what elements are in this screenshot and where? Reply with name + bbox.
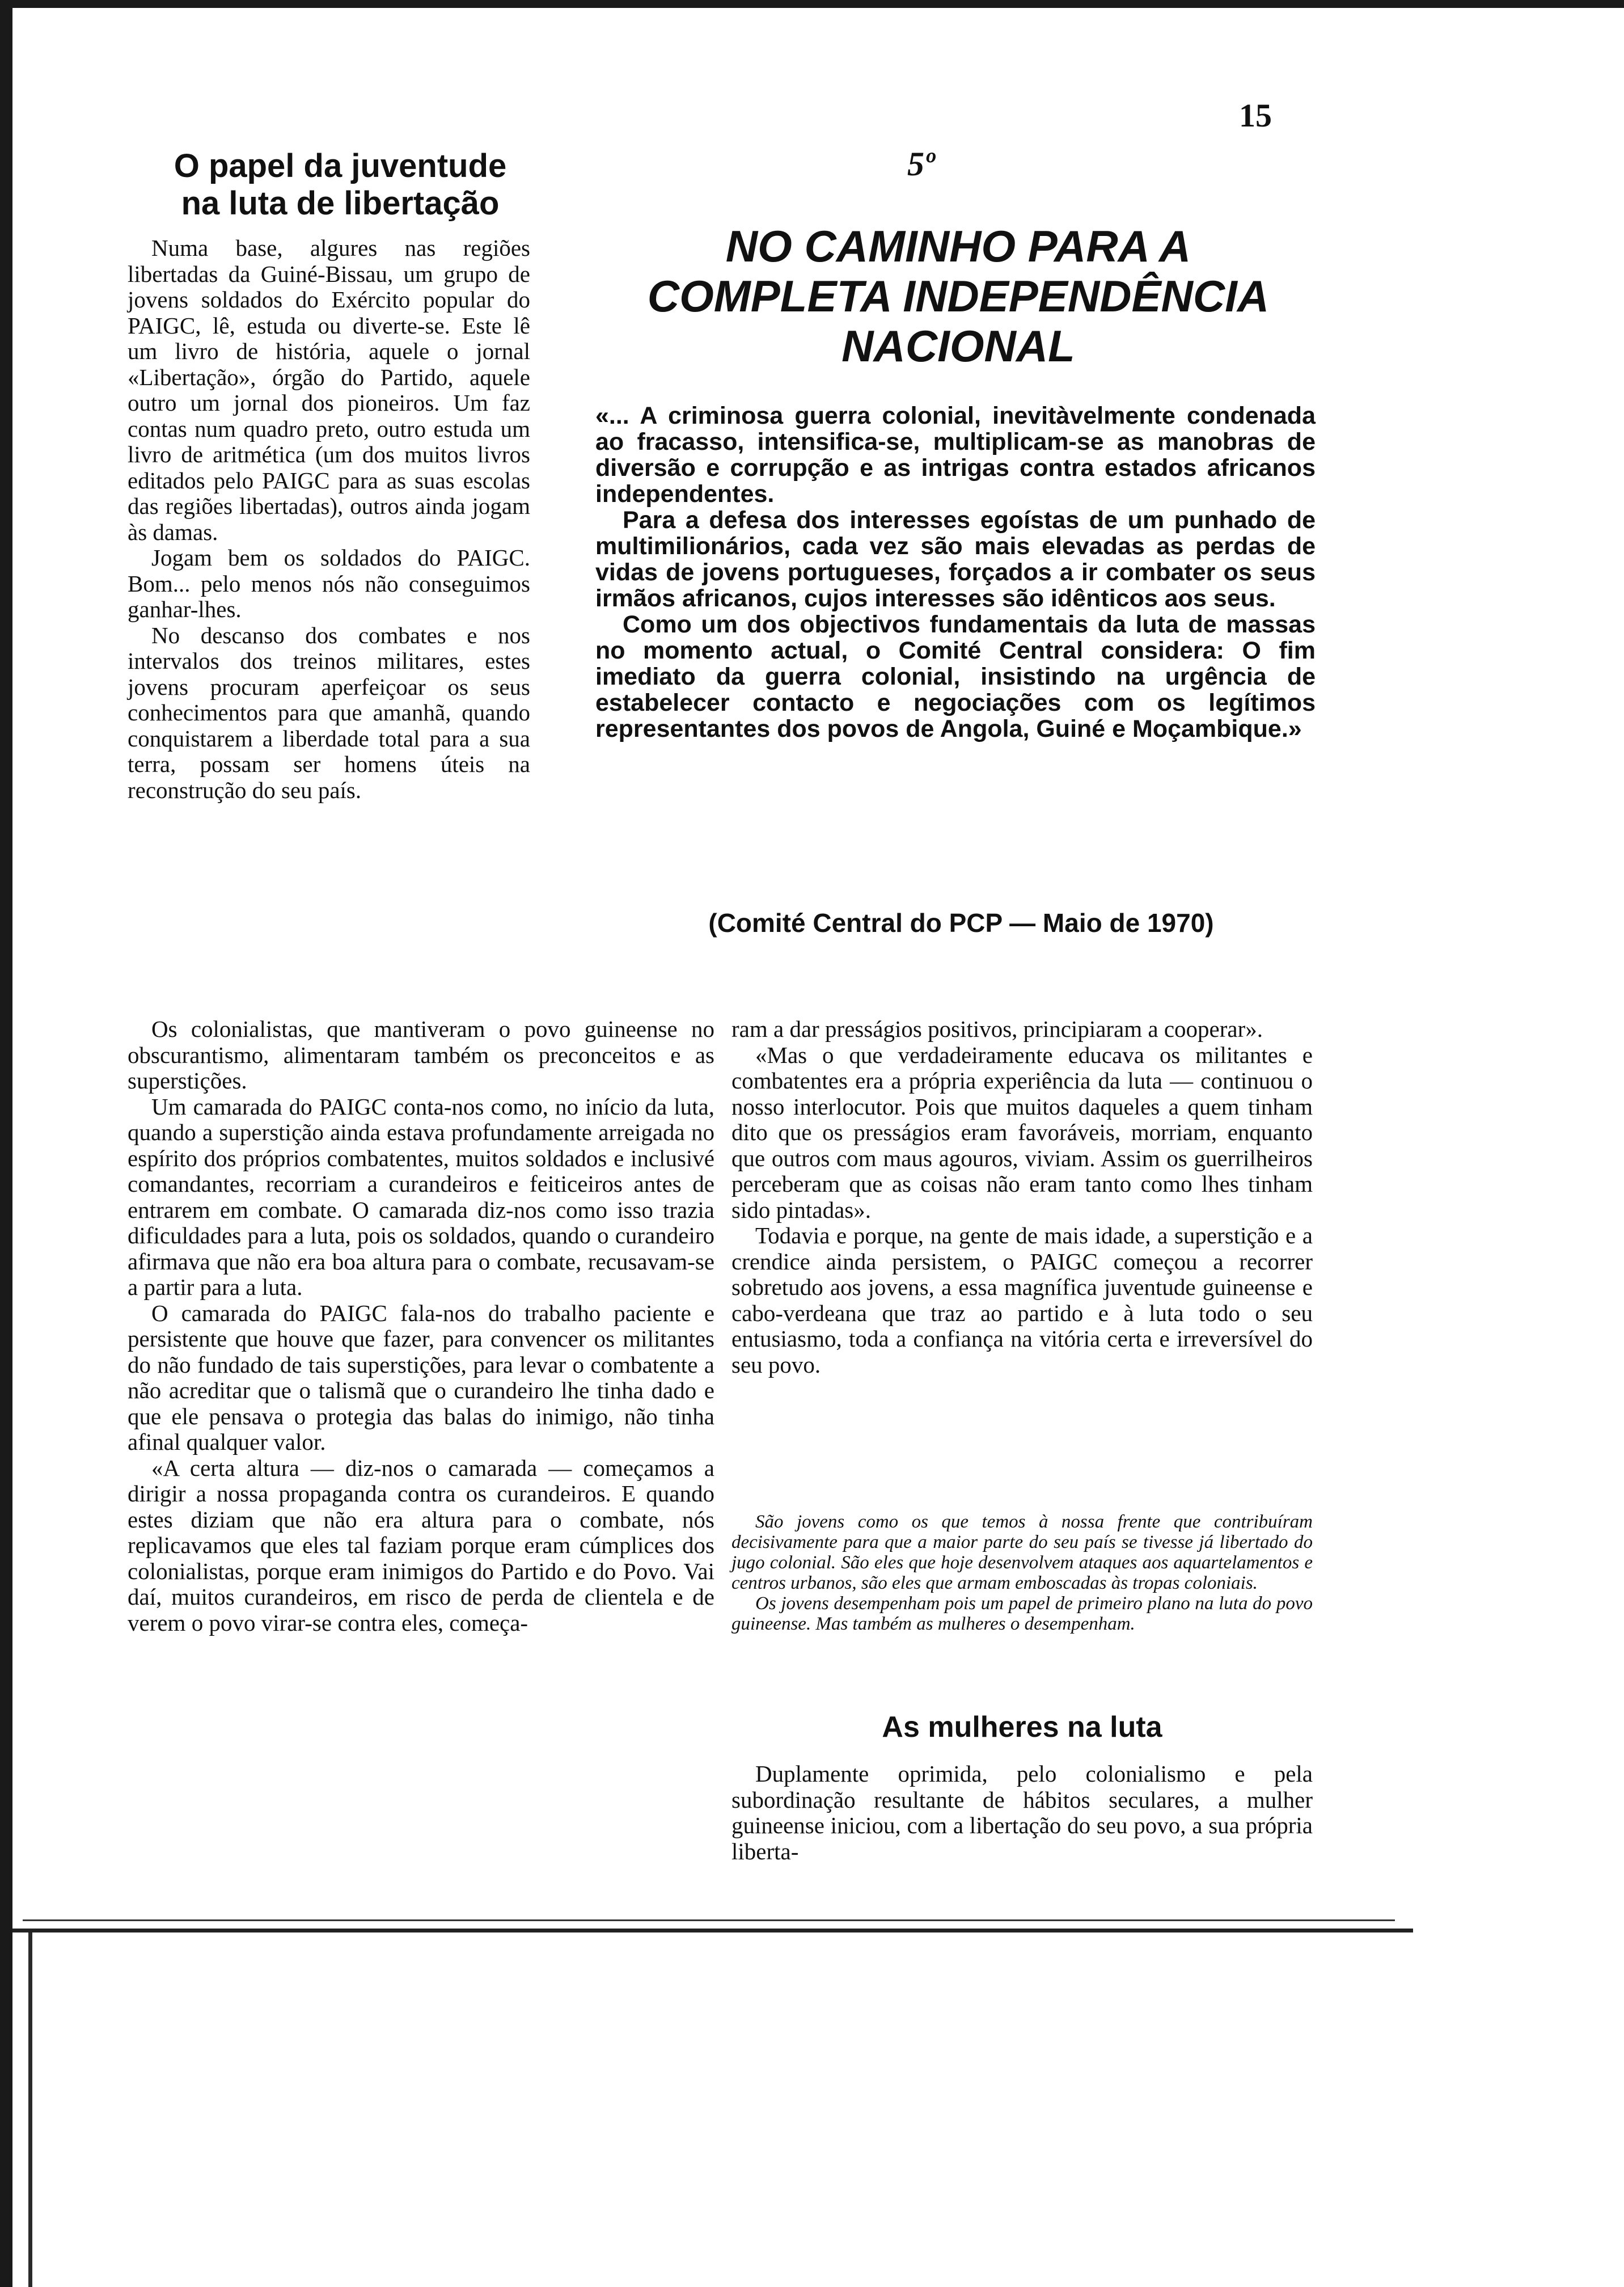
italic-paragraphs [731,1512,1313,1634]
left-article-bottom-column [128,1016,714,1636]
scan-border-top [0,0,1624,8]
left-heading-line2: na luta de libertação [181,185,500,222]
paragraph: Os colonialistas, que mantiveram o povo guineense no obscurantismo, alimentaram também os preconceitos e as superstições. [128,1016,714,1094]
left-article-heading [142,147,539,222]
quote-paragraph: Como um dos objectivos fundamentais da luta de massas no momento actual, o Comité Central considera: O fim imediato da guerra colonial, insistindo na urgência de estabelecer contacto e negociações com os legítimos representantes dos povos de Angola, Guiné e Moçambique.» [595,611,1316,742]
pcp-quote [595,403,1316,742]
women-section-heading: As mulheres na luta [882,1711,1162,1744]
title-line2: COMPLETA INDEPENDÊNCIA [647,271,1270,321]
quote-paragraph: «... A criminosa guerra colonial, inevitàvelmente condenada ao fracasso, intensifica-se, multiplicam-se as manobras de diversão e corrupção e as intrigas contra estados africanos independentes. [595,402,1316,508]
paragraph: «A certa altura — diz-nos o camarada — começamos a dirigir a nossa propaganda contra os curandeiros. E quando estes diziam que não era altura para o combate, nós replicavamos que eles tal faziam porque eram cúmplices dos colonialistas, porque eram inimigos do Partido e do Povo. Vai daí, muitos curandeiros, em risco de perda de clientela e de verem o povo virar-se contra eles, começa- [128,1454,714,1636]
paragraph: «Mas o que verdadeiramente educava os militantes e combatentes era a própria experiência da luta — continuou o nosso interlocutor. Pois que muitos daqueles a quem tinham dito que os presságios eram favoráveis, morriam, enquanto que outros com maus agouros, viviam. Assim os guerrilheiros perceberam que as coisas não eram tanto como lhes tinham sido pintadas». [731,1041,1313,1223]
paragraph: Jogam bem os soldados do PAIGC. Bom... pelo menos nós não conseguimos ganhar-lhes. [128,545,530,622]
paragraph: Numa base, algures nas regiões libertadas da Guiné-Bissau, um grupo de jovens soldados do Exército popular do PAIGC, lê, estuda ou diverte-se. Este lê um livro de história, aquele o jornal «Libertação», órgão do Partido, aquele outro um jornal dos pioneiros. Um faz contas num quadro preto, outro estuda um livro de aritmética (um dos muitos livros editados pelo PAIGC para as suas escolas das regiões libertadas), outros ainda jogam às damas. [128,235,530,545]
italic-paragraph: Os jovens desempenham pois um papel de primeiro plano na luta do povo guineense. Mas também as mulheres o desempenham. [731,1593,1313,1634]
title-line1: NO CAMINHO PARA A [725,221,1191,271]
quote-paragraph: Para a defesa dos interesses egoístas de um punhado de multimilionários, cada vez são mais elevadas as perdas de vidas de jovens portugueses, forçados a ir combater os seus irmãos africanos, cujos interesses são idênticos aos seus. [595,507,1316,612]
left-article-continuation-column [731,1016,1313,1378]
page-edge-line [23,1919,1395,1921]
paragraph: Duplamente oprimida, pelo colonialismo e pela subordinação resultante de hábitos seculares, a mulher guineense iniciou, com a libertação do seu povo, a sua própria liberta- [731,1761,1313,1864]
page-fold-edge [28,1932,32,2287]
left-article-top-column [128,235,530,803]
main-title [584,221,1333,371]
scan-border-left [0,0,12,2287]
paragraph: Todavia e porque, na gente de mais idade, a superstição e a crendice ainda persistem, o PAIGC começou a recorrer sobretudo aos jovens, a essa magnífica juventude guineense e cabo-verdeana que traz ao partido e à luta todo o seu entusiasmo, toda a confiança na vitória certa e irreversível do seu povo. [731,1222,1313,1378]
paragraph: ram a dar presságios positivos, principiaram a cooperar». [731,1016,1263,1042]
paragraph: No descanso dos combates e nos intervalos dos treinos militares, estes jovens procuram aperfeiçoar os seus conhecimentos para que amanhã, quando conquistarem a liberdade total para a sua terra, possam ser homens úteis na reconstrução do seu país. [128,622,530,803]
left-heading-line1: O papel da juventude [174,147,507,184]
title-line3: NACIONAL [841,321,1075,371]
quote-attribution: (Comité Central do PCP — Maio de 1970) [708,908,1214,938]
page-number: 15 [1239,97,1272,134]
italic-paragraph: São jovens como os que temos à nossa frente que contribuíram decisivamente para que a maior parte do seu país se tivesse já libertado do jugo colonial. São eles que hoje desenvolvem ataques aos aquartelamentos e centros urbanos, são eles que armam emboscadas às tropas coloniais. [731,1512,1313,1593]
section-number: 5º [907,145,934,183]
paragraph: O camarada do PAIGC fala-nos do trabalho paciente e persistente que houve que fazer, para convencer os militantes do não fundado de tais superstições, para levar o combatente a não acreditar que o talismã que o curandeiro lhe tinha dado e que ele pensava o protegia das balas do inimigo, não tinha afinal qualquer valor. [128,1299,714,1455]
page-bottom-edge [12,1929,1413,1932]
paragraph: Um camarada do PAIGC conta-nos como, no início da luta, quando a superstição ainda estava profundamente arreigada no espírito dos próprios combatentes, muitos soldados e inclusivé comandantes, recorriam a curandeiros e feiticeiros antes de entrarem em combate. O camarada diz-nos como isso trazia dificuldades para a luta, pois os soldados, quando o curandeiro afirmava que não era boa altura para o combate, recusavam-se a partir para a luta. [128,1093,714,1300]
women-section-text [731,1761,1313,1864]
